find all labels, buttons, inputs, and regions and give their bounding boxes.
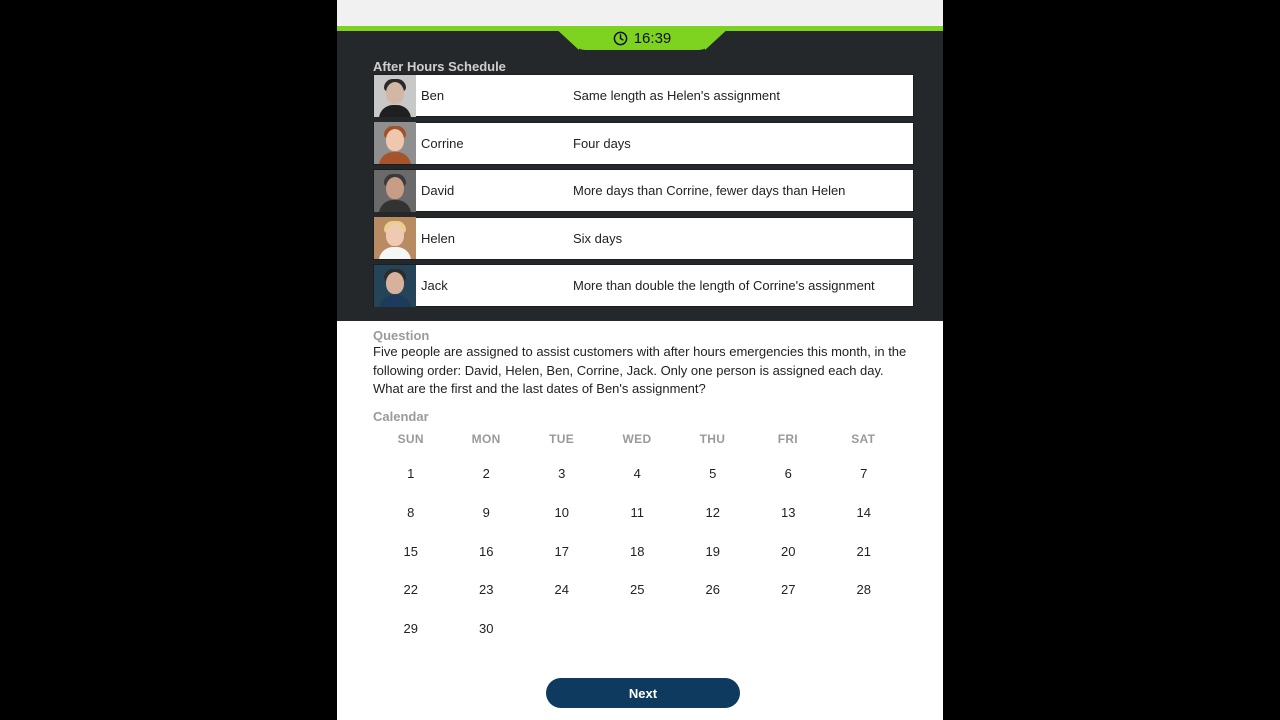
calendar-day[interactable]: 3 (558, 466, 566, 481)
weekday-sun: SUN (397, 432, 424, 446)
calendar-week (373, 494, 902, 533)
calendar-day[interactable]: 1 (407, 466, 415, 481)
timer (571, 26, 713, 50)
calendar-day[interactable]: 13 (781, 504, 796, 520)
calendar-day[interactable]: 28 (856, 582, 871, 598)
person-name: Helen (421, 230, 455, 246)
weekday-fri: FRI (777, 432, 798, 446)
calendar-day[interactable]: 15 (403, 543, 418, 559)
calendar-day[interactable]: 8 (407, 504, 415, 520)
person-name: Corrine (421, 135, 464, 151)
calendar-day[interactable]: 29 (403, 621, 418, 637)
schedule-table (373, 74, 914, 312)
calendar-day[interactable]: 18 (630, 543, 645, 559)
next-button[interactable]: Next (546, 678, 740, 708)
calendar-day[interactable]: 26 (705, 582, 720, 598)
calendar-day[interactable]: 21 (856, 543, 871, 559)
assignment-rule: Four days (573, 135, 631, 151)
calendar-day-empty (600, 610, 676, 649)
avatar (374, 170, 416, 212)
clock-icon (613, 31, 628, 46)
calendar-label: Calendar (373, 409, 429, 424)
calendar-day[interactable]: 7 (860, 466, 868, 481)
weekday-sat: SAT (851, 432, 876, 446)
calendar-day[interactable]: 30 (479, 621, 494, 637)
person-name: David (421, 183, 455, 198)
avatar (374, 265, 416, 307)
avatar (374, 122, 416, 164)
calendar-day[interactable]: 19 (705, 543, 720, 559)
weekday-thu: THU (699, 432, 726, 446)
calendar-day[interactable]: 17 (554, 543, 569, 559)
question-text: Five people are assigned to assist customers with after hours emergencies this month, in the following order: David, Helen, Ben, Corrine, Jack. Only one person is assigned each day. What are the first and the last dates of Ben's assignment? (373, 344, 907, 396)
calendar-week (373, 610, 902, 649)
calendar (373, 432, 901, 637)
assignment-rule: More days than Corrine, fewer days than Helen (573, 183, 846, 198)
calendar-day-empty (524, 610, 600, 649)
calendar-day[interactable]: 25 (630, 582, 645, 598)
calendar-week (373, 571, 902, 610)
calendar-day[interactable]: 20 (781, 543, 796, 559)
calendar-weekdays (373, 432, 901, 446)
schedule-row (373, 264, 914, 307)
calendar-day[interactable]: 12 (705, 504, 720, 520)
person-name: Jack (421, 278, 448, 293)
calendar-grid (373, 455, 902, 649)
schedule-row (373, 74, 914, 117)
assignment-rule: Six days (573, 230, 623, 246)
calendar-week (373, 455, 902, 494)
calendar-day[interactable]: 10 (554, 504, 569, 520)
timer-value: 16:39 (633, 29, 672, 47)
calendar-day[interactable]: 9 (482, 504, 490, 520)
calendar-day[interactable]: 4 (633, 466, 641, 481)
calendar-day-empty (826, 610, 902, 649)
calendar-day[interactable]: 6 (784, 466, 792, 481)
calendar-day[interactable]: 2 (482, 466, 490, 481)
schedule-row (373, 217, 914, 260)
weekday-mon: MON (471, 432, 501, 446)
calendar-day[interactable]: 14 (856, 504, 871, 520)
calendar-day[interactable]: 22 (403, 582, 418, 598)
assignment-rule: More than double the length of Corrine's assignment (573, 278, 875, 293)
calendar-day[interactable]: 23 (479, 582, 494, 598)
calendar-week (373, 533, 902, 572)
assignment-rule: Same length as Helen's assignment (573, 88, 780, 103)
avatar (374, 217, 416, 259)
calendar-day[interactable]: 11 (630, 504, 644, 520)
top-bar (337, 0, 943, 26)
calendar-day-empty (675, 610, 751, 649)
calendar-day[interactable]: 24 (554, 582, 569, 598)
calendar-day[interactable]: 5 (709, 466, 717, 481)
avatar (374, 75, 416, 117)
calendar-day-empty (751, 610, 827, 649)
schedule-title: After Hours Schedule (373, 59, 506, 74)
person-name: Ben (421, 88, 445, 103)
calendar-day[interactable]: 27 (781, 582, 796, 598)
calendar-day[interactable]: 16 (479, 543, 494, 559)
schedule-row (373, 169, 914, 212)
schedule-row (373, 122, 914, 165)
weekday-wed: WED (622, 432, 652, 446)
assessment-app (337, 0, 943, 720)
question-label: Question (373, 328, 430, 343)
weekday-tue: TUE (549, 432, 574, 446)
